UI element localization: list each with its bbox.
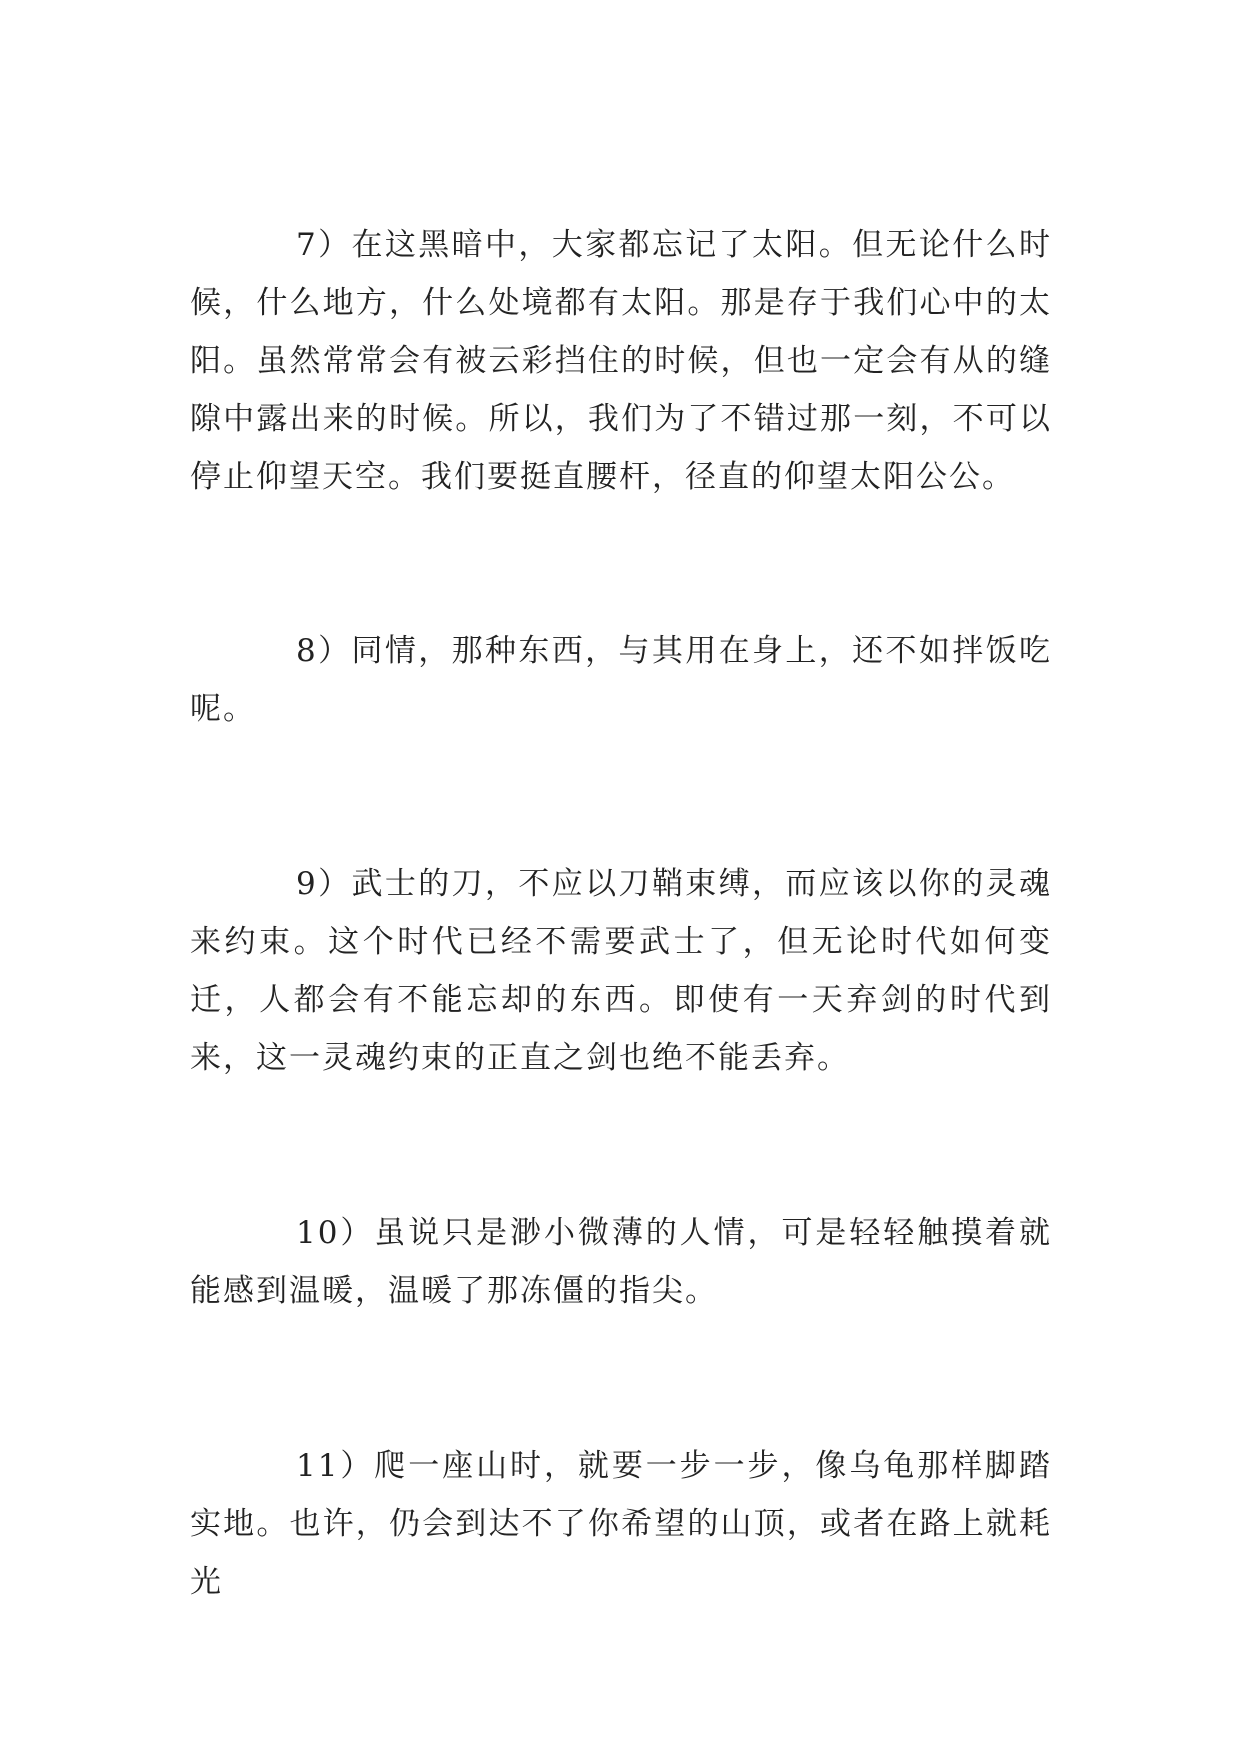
paragraph-8: 8）同情，那种东西，与其用在身上，还不如拌饭吃呢。	[190, 633, 1052, 727]
paragraph-10: 10）虽说只是渺小微薄的人情，可是轻轻触摸着就能感到温暖，温暖了那冻僵的指尖。	[190, 1215, 1052, 1309]
paragraph-9: 9）武士的刀，不应以刀鞘束缚，而应该以你的灵魂来约束。这个时代已经不需要武士了，但无论时代如何变迁，人都会有不能忘却的东西。即使有一天弃剑的时代到来，这一灵魂约束的正直之剑也绝不能丢弃。	[190, 866, 1052, 1076]
paragraph-7: 7）在这黑暗中，大家都忘记了太阳。但无论什么时候，什么地方，什么处境都有太阳。那是存于我们心中的太阳。虽然常常会有被云彩挡住的时候，但也一定会有从的缝隙中露出来的时候。所以，我们为了不错过那一刻，不可以停止仰望天空。我们要挺直腰杆，径直的仰望太阳公公。	[190, 227, 1052, 495]
paragraph-11: 11）爬一座山时，就要一步一步，像乌龟那样脚踏实地。也许，仍会到达不了你希望的山顶，或者在路上就耗光	[190, 1448, 1052, 1600]
